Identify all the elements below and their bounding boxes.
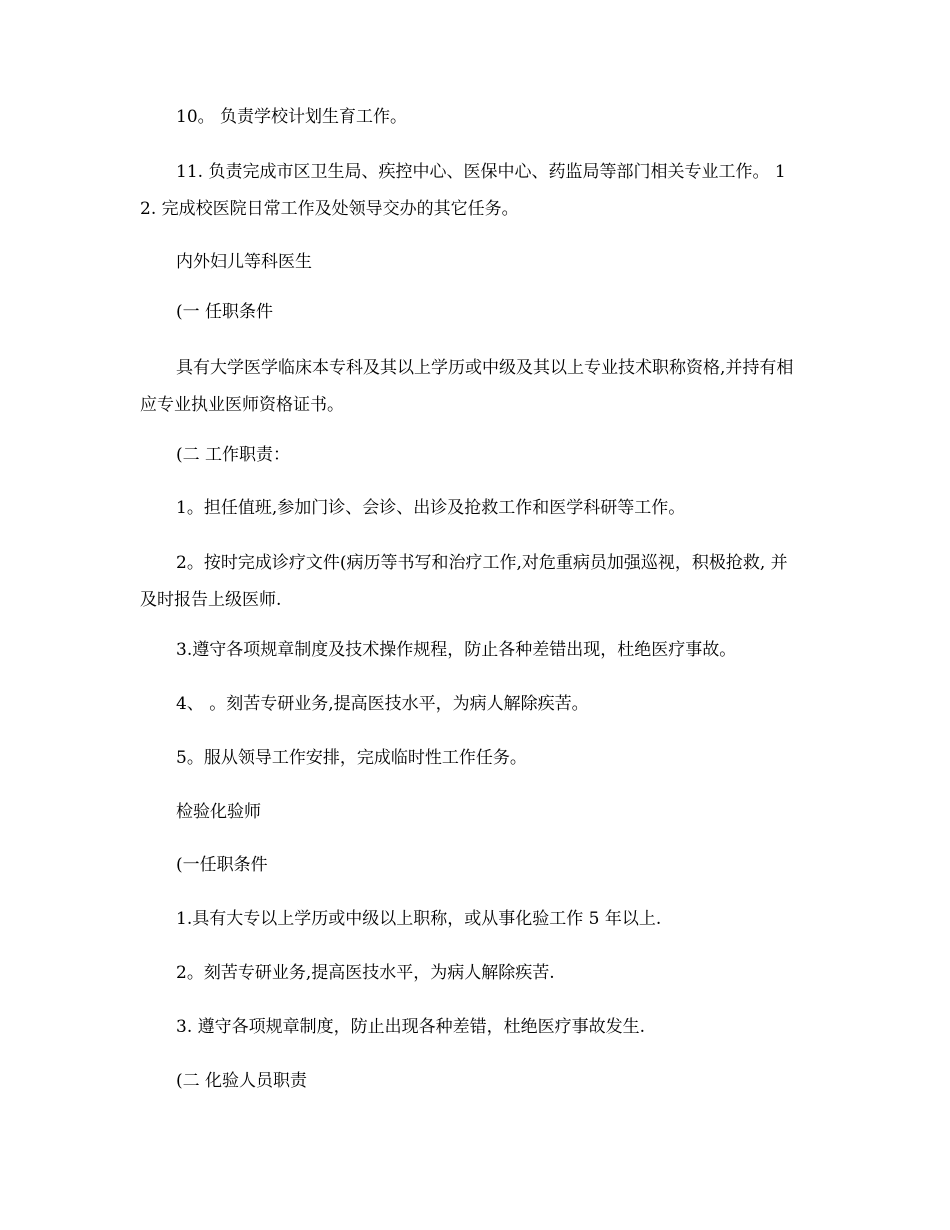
paragraph-family-planning: 10。 负责学校计划生育工作。 xyxy=(176,107,408,127)
paragraph-duty-1: 1。担任值班,参加门诊、会诊、出诊及抢救工作和医学科研等工作。 xyxy=(176,498,686,518)
paragraph-doctor-qualifications: 具有大学医学临床本专科及其以上学历或中级及其以上专业技术职称资格,并持有相 应专业执业医师资格证书。 xyxy=(140,358,794,415)
section-heading-lab-technician: 检验化验师 xyxy=(176,802,261,822)
subheading-qualifications-2: (一任职条件 xyxy=(176,855,268,875)
paragraph-health-bureau-duties: 11. 负责完成市区卫生局、疾控中心、医保中心、药监局等部门相关专业工作。 12. 完成校医院日常工作及处领导交办的其它任务。 xyxy=(140,162,786,219)
subheading-duties-1: (二 工作职责： xyxy=(176,445,291,465)
paragraph-lab-qualification-3: 3. 遵守各项规章制度，防止出现各种差错，杜绝医疗事故发生. xyxy=(176,1017,646,1037)
paragraph-duty-5: 5。服从领导工作安排，完成临时性工作任务。 xyxy=(176,748,527,768)
paragraph-duty-4: 4、 。刻苦专研业务,提高医技水平，为病人解除疾苦。 xyxy=(176,694,589,714)
subheading-lab-duties: (二 化验人员职责 xyxy=(176,1071,308,1091)
section-heading-doctors: 内外妇儿等科医生 xyxy=(176,252,312,272)
paragraph-duty-3: 3.遵守各项规章制度及技术操作规程，防止各种差错出现，杜绝医疗事故。 xyxy=(176,640,737,660)
paragraph-lab-qualification-2: 2。刻苦专研业务,提高医技水平，为病人解除疾苦. xyxy=(176,963,555,983)
paragraph-duty-2: 2。按时完成诊疗文件(病历等书写和治疗工作,对危重病员加强巡视，积极抢救, 并及时报告上级医师. xyxy=(140,553,788,610)
subheading-qualifications-1: (一 任职条件 xyxy=(176,302,274,322)
paragraph-lab-qualification-1: 1.具有大专以上学历或中级以上职称，或从事化验工作 5 年以上. xyxy=(176,909,662,929)
